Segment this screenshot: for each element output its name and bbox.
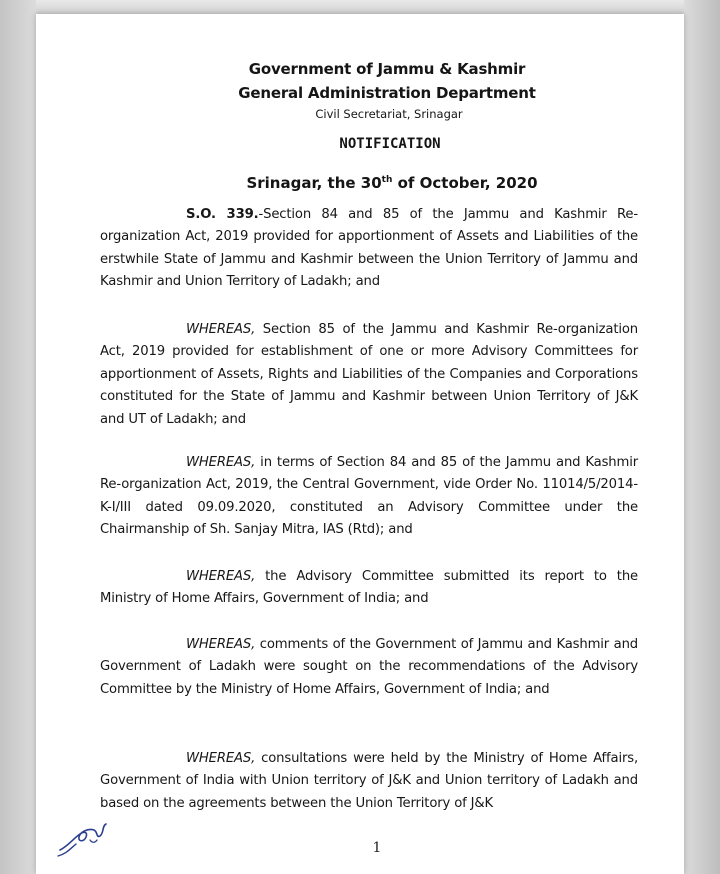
notification-title: NOTIFICATION	[339, 136, 441, 152]
photo-background-left	[0, 0, 36, 874]
paragraph-text: the Advisory Committee submitted its report to the Ministry of Home Affairs, Government of India; and	[100, 569, 638, 607]
photo-background-top	[0, 0, 720, 14]
document-page	[36, 14, 684, 874]
paragraph-lead: WHEREAS,	[186, 637, 256, 652]
paragraph-text: consultations were held by the Ministry of Home Affairs, Government of India with Union territory of J&K and Union territory of Ladakh and based on the agreements between the Union Territory of J&K	[100, 751, 638, 811]
paragraph-whereas-1	[100, 319, 638, 431]
paragraph-lead: WHEREAS,	[186, 569, 256, 584]
date-prefix: Srinagar, the 30	[246, 174, 382, 192]
paragraph-text: in terms of Section 84 and 85 of the Jammu and Kashmir Re-organization Act, 2019, the Central Government, vide Order No. 11014/5/2014-K-I/III dated 09.09.2020, constituted an Advisory Committee under the Chairmanship of Sh. Sanjay Mitra, IAS (Rtd); and	[100, 455, 638, 538]
paragraph-whereas-2	[100, 452, 638, 542]
paragraph-whereas-3	[100, 566, 638, 611]
paragraph-lead: WHEREAS,	[186, 751, 256, 766]
paragraph-so-339	[100, 204, 638, 294]
date-rest: of October, 2020	[392, 174, 538, 192]
department-heading: General Administration Department	[238, 84, 536, 102]
paragraph-text: comments of the Government of Jammu and Kashmir and Government of Ladakh were sought on the recommendations of the Advisory Committee by the Ministry of Home Affairs, Government of India; and	[100, 637, 638, 697]
page-number: 1	[372, 840, 382, 856]
paragraph-text: -Section 84 and 85 of the Jammu and Kashmir Re-organization Act, 2019 provided for apportionment of Assets and Liabilities of the erstwhile State of Jammu and Kashmir between the Union Territory of Jammu and Kashmir and Union Territory of Ladakh; and	[100, 207, 639, 290]
paragraph-lead: WHEREAS,	[186, 322, 256, 337]
date-ordinal-suffix: th	[381, 175, 393, 185]
secretariat-subheading: Civil Secretariat, Srinagar	[315, 107, 463, 121]
paragraph-whereas-5	[100, 748, 638, 815]
paragraph-text: Section 85 of the Jammu and Kashmir Re-organization Act, 2019 provided for establishment of one or more Advisory Committees for apportionment of Assets, Rights and Liabilities of the Companies and Corporations constituted for the State of Jammu and Kashmir between Union Territory of J&K and UT of Ladakh; and	[100, 322, 638, 427]
date-line	[36, 174, 684, 192]
paragraph-lead: S.O. 339.	[186, 207, 259, 222]
government-heading: Government of Jammu & Kashmir	[248, 60, 526, 78]
photo-background-right	[684, 0, 720, 874]
paragraph-lead: WHEREAS,	[186, 455, 256, 470]
paragraph-whereas-4	[100, 634, 638, 701]
